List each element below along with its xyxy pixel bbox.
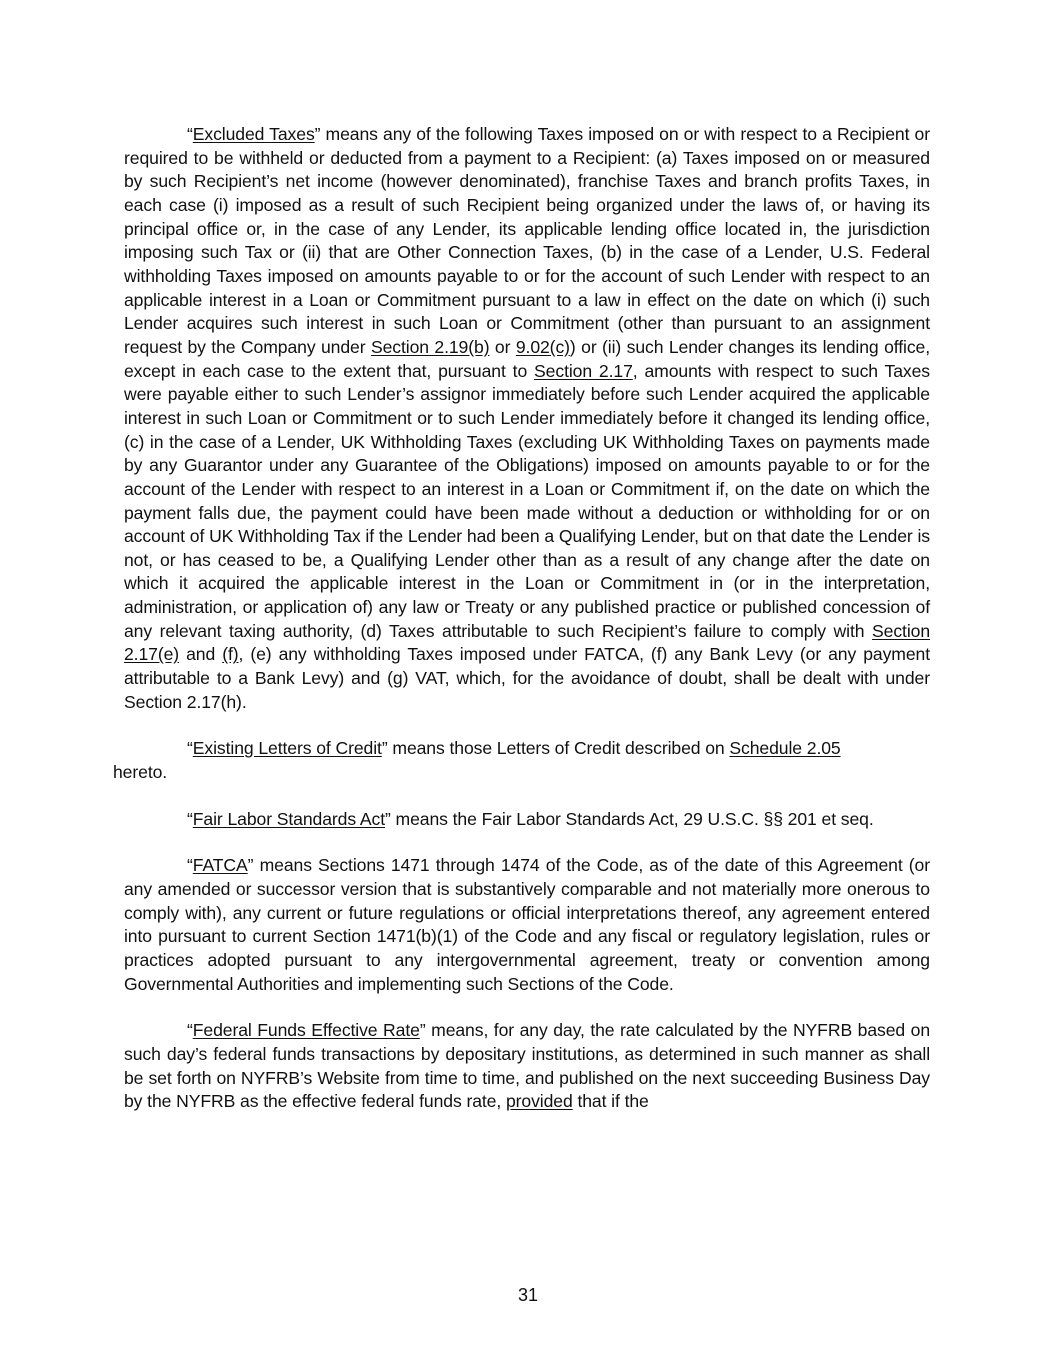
page-number: 31 (517, 1285, 539, 1305)
schedule-reference: Schedule 2.05 (729, 738, 841, 759)
defined-term: FATCA (192, 855, 248, 876)
definition-text: , (e) any withholding Taxes imposed under FATCA, (f) any Bank Levy (or any payment attributable to a Bank Levy) and (g) VAT, which, for the avoidance of doubt, shall be dealt with under Section 2.17(h). (124, 644, 930, 712)
definition-text: and (179, 644, 223, 665)
defined-term: Fair Labor Standards Act (192, 808, 385, 829)
section-reference: Section 2.17(e) (124, 620, 930, 665)
definition-fatca (124, 854, 930, 996)
definition-text: or (489, 336, 516, 357)
definition-text: means the Fair Labor Standards Act, 29 U.S.C. §§ 201 et seq. (390, 808, 874, 829)
definition-text: , amounts with respect to such Taxes were payable either to such Lender’s assignor immediately before such Lender acquired the applicable interest in such Loan or Commitment or to such Lender immediately before it changed its lending office, (c) in the case of a Lender, UK Withholding Taxes (excluding UK Withholding Taxes on payments made by any Guarantor under any Guarantee of the Obligations) imposed on amounts payable to or for the account of the Lender with respect to an interest in a Loan or Commitment if, on the date on which the payment falls due, the payment could have been made without a deduction or withholding for or on account of UK Withholding Tax if the Lender had been a Qualifying Lender, but on that date the Lender is not, or has ceased to be, a Qualifying Lender other than as a result of any change after the date on which it acquired the applicable interest in the Loan or Commitment in (or in the interpretation, administration, or application of) any law or Treaty or any published practice or published concession of any relevant taxing authority, (d) Taxes attributable to such Recipient’s failure to comply with (124, 360, 930, 641)
close-quote: ” (384, 808, 391, 829)
definition-text: means any of the following Taxes imposed on or with respect to a Recipient or required to be withheld or deducted from a payment to a Recipient: (a) Taxes imposed on or measured by such Recipient’s net income (however denominated), franchise Taxes and branch profits Taxes, in each case (i) imposed as a result of such Recipient being organized under the laws of, or having its principal office or, in the case of any Lender, its applicable lending office located in, the jurisdiction imposing such Tax or (ii) that are Other Connection Taxes, (b) in the case of a Lender, U.S. Federal withholding Taxes imposed on amounts payable to or for the account of such Lender with respect to an applicable interest in a Loan or Commitment pursuant to a law in effect on the date on which (i) such Lender acquires such interest in such Loan or Commitment (other than pursuant to an assignment request by the Company under (124, 124, 930, 357)
open-quote: “ (187, 808, 193, 829)
definition-continuation (113, 761, 930, 785)
definition-excluded-taxes (124, 123, 930, 714)
section-reference: Section 2.19(b) (370, 336, 490, 357)
section-reference: (f) (222, 644, 239, 665)
definition-federal-funds-effective-rate (124, 1019, 930, 1114)
section-reference: Section 2.17 (534, 360, 633, 381)
defined-term: Excluded Taxes (192, 124, 315, 144)
close-quote: ” (314, 124, 321, 144)
open-quote: “ (187, 124, 193, 144)
definition-text: hereto. (113, 762, 168, 783)
definition-text: means Sections 1471 through 1474 of the Code, as of the date of this Agreement (or any amended or successor version that is substantively comparable and not materially more onerous to comply with), any current or future regulations or official interpretations thereof, any agreement entered into pursuant to current Section 1471(b)(1) of the Code and any fiscal or regulatory legislation, rules or practices adopted pursuant to any intergovernmental agreement, treaty or convention among Governmental Authorities and implementing such Sections of the Code. (124, 855, 930, 994)
section-reference: 9.02(c) (515, 336, 570, 357)
definition-text: means those Letters of Credit described on (387, 738, 730, 759)
definition-existing-letters-of-credit (124, 737, 930, 761)
close-quote: ” (247, 855, 254, 876)
defined-term: Existing Letters of Credit (192, 738, 382, 759)
close-quote: ” (419, 1020, 426, 1041)
open-quote: “ (187, 1020, 193, 1041)
close-quote: ” (381, 738, 388, 759)
definition-text: means, for any day, the rate calculated by the NYFRB based on such day’s federal funds transactions by depositary institutions, as determined in such manner as shall be set forth on NYFRB’s Website from time to time, and published on the next succeeding Business Day by the NYFRB as the effective federal funds rate, (124, 1020, 930, 1112)
definition-text: that if the (572, 1091, 649, 1112)
definition-text: ) or (ii) such Lender changes its lending office, except in each case to the extent that, pursuant to (124, 336, 930, 381)
open-quote: “ (187, 738, 193, 759)
open-quote: “ (187, 855, 193, 876)
definition-fair-labor-standards-act (124, 808, 930, 832)
defined-term: Federal Funds Effective Rate (192, 1020, 420, 1041)
document-page (113, 123, 930, 1114)
proviso-term: provided (505, 1091, 573, 1112)
